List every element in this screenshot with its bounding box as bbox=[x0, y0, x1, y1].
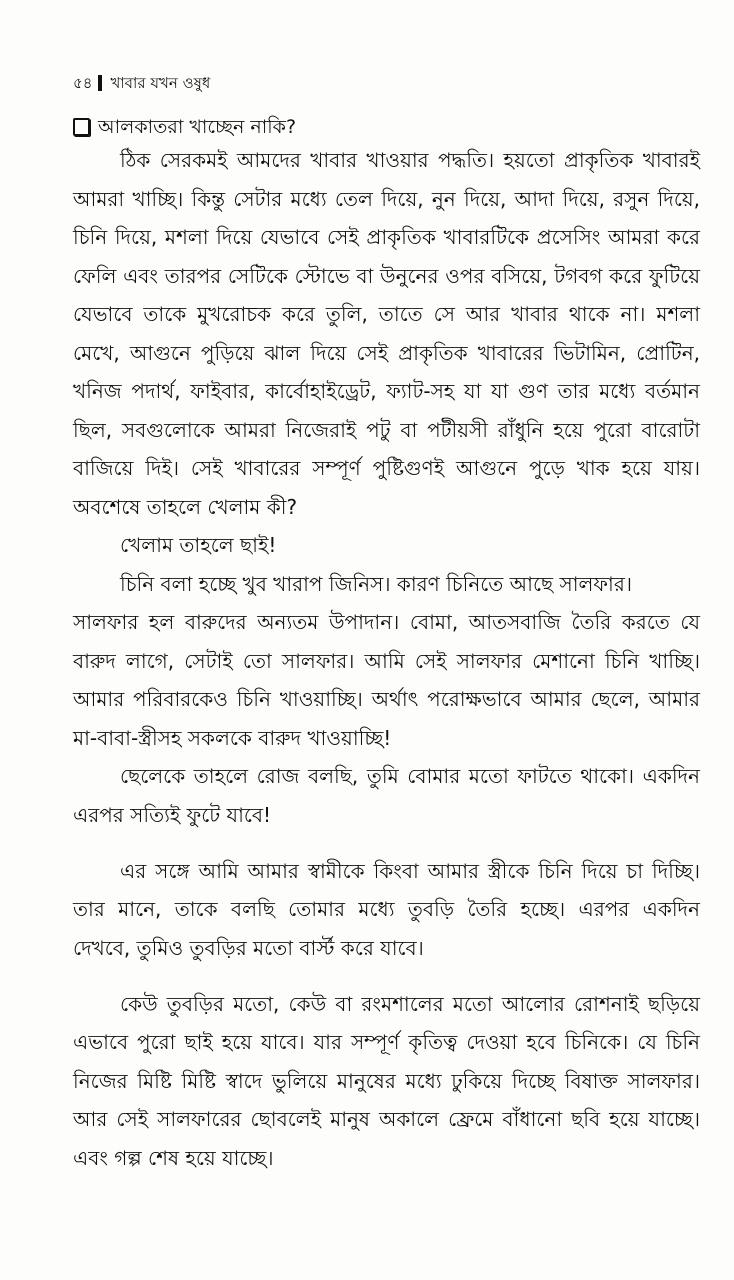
text-line: ছেলেকে তাহলে রোজ বলছি, তুমি বোমার মতো ফাটতে থাকো। একদিন bbox=[120, 764, 700, 788]
text-line: খেলাম তাহলে ছাই! bbox=[120, 533, 277, 557]
text-line: এভাবে পুরো ছাই হয়ে যাবে। যার সম্পূর্ণ কৃতিত্ব দেওয়া হবে চিনিকে। যে চিনি bbox=[73, 1030, 700, 1054]
text-line: খনিজ পদার্থ, ফাইবার, কার্বোহাইড্রেট, ফ্যাট-সহ যা যা গুণ তার মধ্যে বর্তমান bbox=[73, 379, 700, 403]
text-line: ঠিক সেরকমই আমদের খাবার খাওয়ার পদ্ধতি। হয়তো প্রাকৃতিক খাবারই bbox=[120, 148, 700, 172]
text-line: এবং গল্প শেষ হয়ে যাচ্ছে। bbox=[73, 1145, 274, 1170]
text-line: দেখবে, তুমিও তুবড়ির মতো বার্স্ট করে যাবে। bbox=[73, 935, 424, 960]
text-line: কেউ তুবড়ির মতো, কেউ বা রংমশালের মতো আলোর রোশনাই ছড়িয়ে bbox=[120, 991, 700, 1016]
text-line: আমার পরিবারকেও চিনি খাওয়াচ্ছি। অর্থাৎ পরোক্ষভাবে আমার ছেলে, আমার bbox=[73, 687, 700, 711]
text-line: আমরা খাচ্ছি। কিন্তু সেটার মধ্যে তেল দিয়ে, নুন দিয়ে, আদা দিয়ে, রসুন দিয়ে, bbox=[73, 186, 700, 211]
page-number: ৫৪ bbox=[73, 74, 93, 92]
header-divider bbox=[98, 75, 102, 91]
checkbox-bullet-icon bbox=[73, 118, 90, 136]
text-line: বারুদ লাগে, সেটাই তো সালফার। আমি সেই সালফার মেশানো চিনি খাচ্ছি। bbox=[73, 648, 700, 673]
text-line: এরপর সত্যিই ফুটে যাবে! bbox=[73, 802, 272, 827]
text-line: অবশেষে তাহলে খেলাম কী? bbox=[73, 494, 298, 519]
text-line: ফেলি এবং তারপর সেটিকে স্টোভে বা উনুনের ওপর বসিয়ে, টগবগ করে ফুটিয়ে bbox=[73, 263, 700, 288]
text-line: চিনি দিয়ে, মশলা দিয়ে যেভাবে সেই প্রাকৃতিক খাবারটিকে প্রসেসিং আমরা করে bbox=[73, 225, 700, 249]
running-header bbox=[73, 72, 210, 94]
text-line: বাজিয়ে দিই। সেই খাবারের সম্পূর্ণ পুষ্টিগুণই আগুনে পুড়ে খাক হয়ে যায়। bbox=[73, 456, 700, 480]
text-line: সালফার হল বারুদের অন্যতম উপাদান। বোমা, আতসবাজি তৈরি করতে যে bbox=[73, 610, 700, 634]
text-line: আর সেই সালফারের ছোবলেই মানুষ অকালে ফ্রেমে বাঁধানো ছবি হয়ে যাচ্ছে। bbox=[73, 1107, 700, 1131]
text-line: নিজের মিষ্টি মিষ্টি স্বাদে ভুলিয়ে মানুষের মধ্যে ঢুকিয়ে দিচ্ছে বিষাক্ত সালফার। bbox=[73, 1068, 700, 1093]
book-title: খাবার যখন ওষুধ bbox=[110, 74, 211, 92]
section-heading bbox=[73, 113, 296, 141]
text-line: মেখে, আগুনে পুড়িয়ে ঝাল দিয়ে সেই প্রাকৃতিক খাবারের ভিটামিন, প্রোটিন, bbox=[73, 340, 700, 365]
text-line: তার মানে, তাকে বলছি তোমার মধ্যে তুবড়ি তৈরি হচ্ছে। এরপর একদিন bbox=[73, 897, 700, 921]
text-line: ছিল, সবগুলোকে আমরা নিজেরাই পটু বা পটীয়সী রাঁধুনি হয়ে পুরো বারোটা bbox=[73, 417, 700, 442]
section-heading-text: আলকাতরা খাচ্ছেন নাকি? bbox=[98, 116, 297, 138]
text-line: মা-বাবা-স্ত্রীসহ সকলকে বারুদ খাওয়াচ্ছি! bbox=[73, 725, 392, 750]
text-line: যেভাবে তাকে মুখরোচক করে তুলি, তাতে সে আর খাবার থাকে না। মশলা bbox=[73, 302, 700, 326]
text-line: এর সঙ্গে আমি আমার স্বামীকে কিংবা আমার স্ত্রীকে চিনি দিয়ে চা দিচ্ছি। bbox=[120, 858, 700, 883]
text-line: চিনি বলা হচ্ছে খুব খারাপ জিনিস। কারণ চিনিতে আছে সালফার। bbox=[120, 571, 632, 596]
